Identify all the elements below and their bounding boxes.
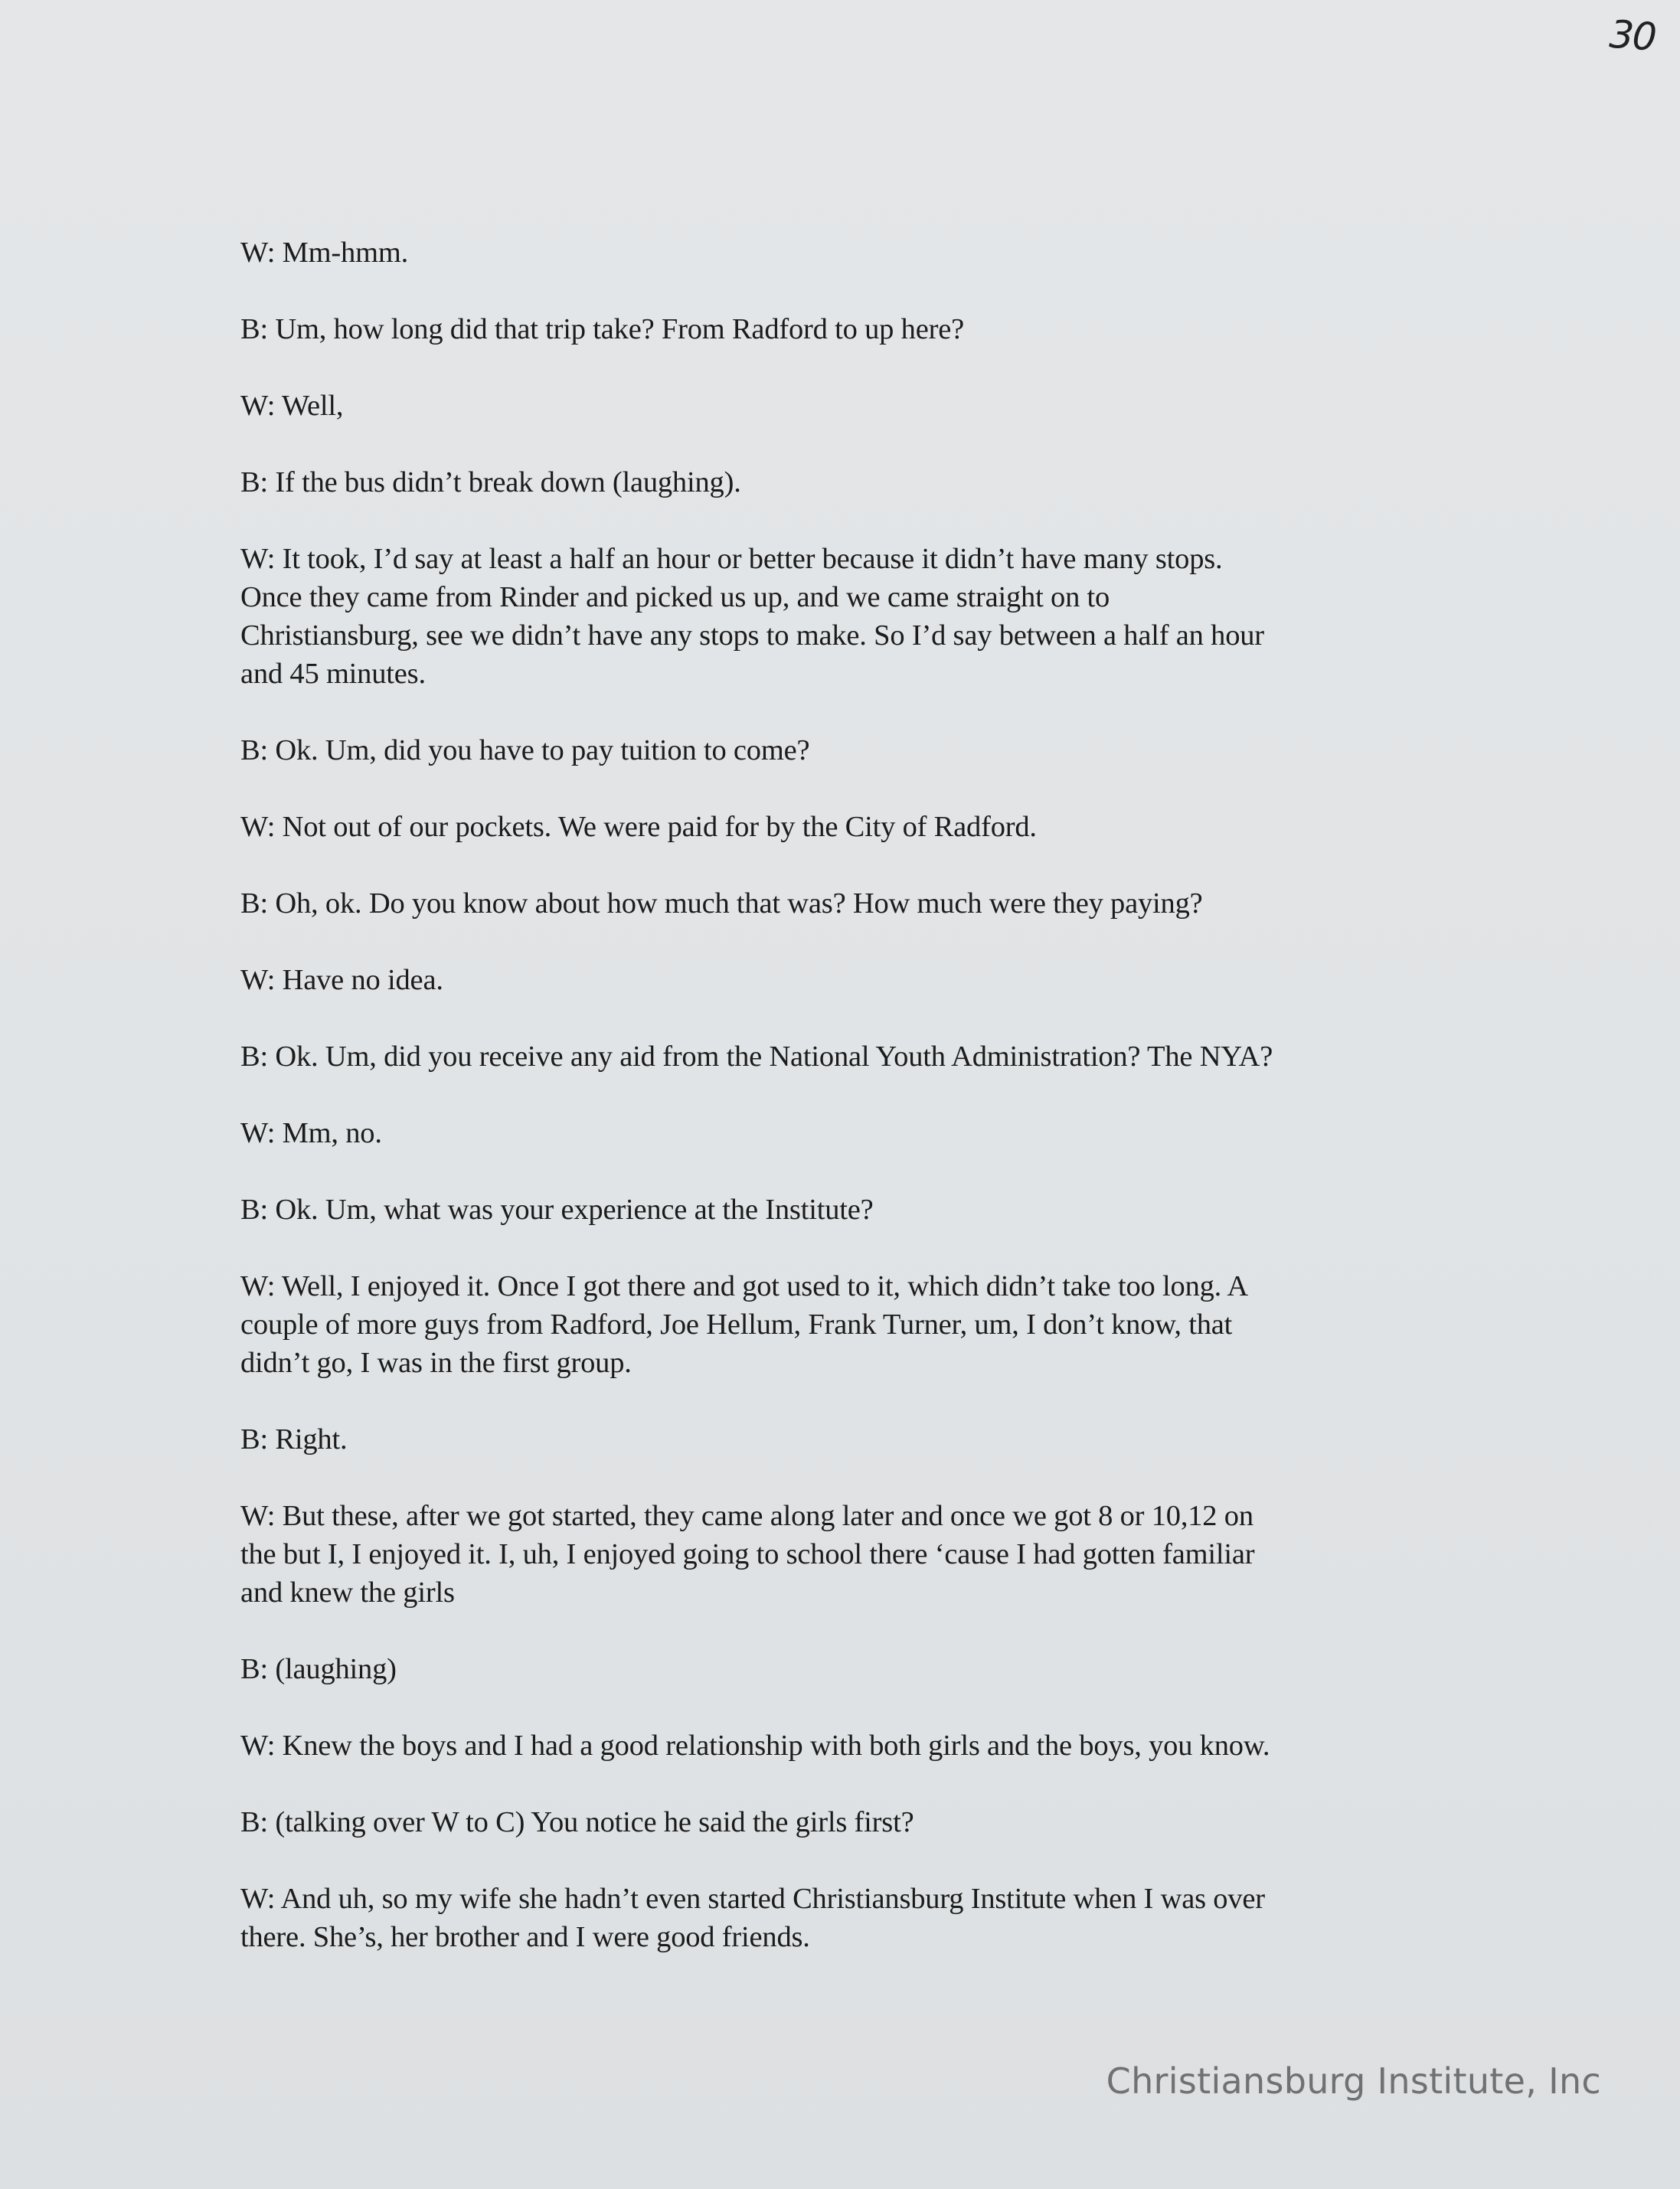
transcript-line: W: Knew the boys and I had a good relationship with both girls and the boys, you know.: [240, 1730, 1270, 1762]
page-number: 30: [1608, 11, 1657, 60]
transcript-line: W: Well, I enjoyed it. Once I got there and got used to it, which didn’t take too long. A couple of more guys from Radford, Joe Hellum, Frank Turner, um, I don’t know, that didn’t go, I was in the first group.: [240, 1270, 1248, 1379]
transcript-line: W: And uh, so my wife she hadn’t even started Christiansburg Institute when I was over there. She’s, her brother and I were good friends.: [240, 1883, 1265, 1953]
transcript-line: B: Ok. Um, did you have to pay tuition to come?: [240, 734, 810, 766]
transcript-line: B: (laughing): [240, 1653, 397, 1685]
transcript-line: W: Have no idea.: [240, 964, 443, 996]
transcript-line: B: (talking over W to C) You notice he said the girls first?: [240, 1806, 914, 1838]
transcript-line: B: Ok. Um, did you receive any aid from the National Youth Administration? The NYA?: [240, 1041, 1273, 1073]
transcript-body: [240, 234, 1450, 1995]
transcript-line: W: Mm, no.: [240, 1117, 382, 1149]
transcript-line: B: Ok. Um, what was your experience at the Institute?: [240, 1194, 874, 1226]
transcript-line: B: Um, how long did that trip take? From Radford to up here?: [240, 313, 964, 345]
transcript-line: W: Well,: [240, 390, 344, 422]
transcript-line: B: Right.: [240, 1423, 348, 1456]
transcript-line: B: If the bus didn’t break down (laughing).: [240, 466, 741, 498]
transcript-line: W: But these, after we got started, they came along later and once we got 8 or 10,12 on the but I, I enjoyed it. I, uh, I enjoyed going to school there ‘cause I had gotten familiar and knew the girls: [240, 1500, 1255, 1609]
transcript-line: W: It took, I’d say at least a half an hour or better because it didn’t have many stops. Once they came from Rinder and picked us up, and we came straight on to Christiansburg, see we didn’t have any stops to make. So I’d say between a half an hour and 45 minutes.: [240, 543, 1264, 690]
transcript-line: W: Not out of our pockets. We were paid for by the City of Radford.: [240, 811, 1037, 843]
watermark-label: Christiansburg Institute, Inc: [1106, 2060, 1601, 2102]
transcript-line: W: Mm-hmm.: [240, 237, 408, 269]
transcript-line: B: Oh, ok. Do you know about how much that was? How much were they paying?: [240, 887, 1203, 920]
